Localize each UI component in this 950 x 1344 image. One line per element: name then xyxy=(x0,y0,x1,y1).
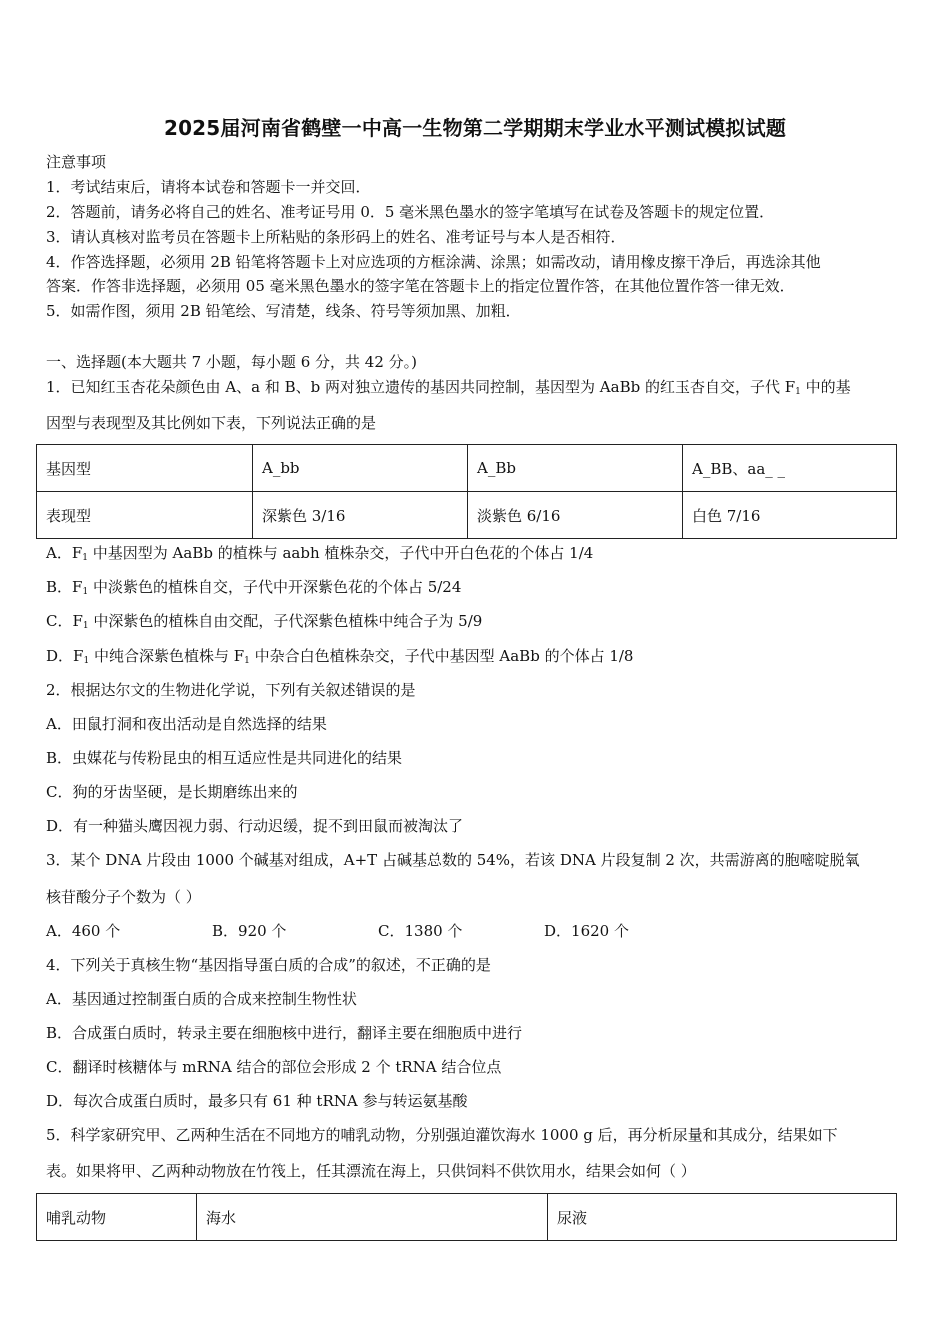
option-subscript: 1 xyxy=(244,656,250,666)
q3-option-c[interactable]: C．1380 个 xyxy=(378,922,463,940)
option-text: 中基因型为 AaBb 的植株与 aabh 植株杂交，子代中开白色花的个体占 1/4 xyxy=(87,544,594,562)
table-cell: A_BB、aa_ _ xyxy=(683,445,897,492)
table-row xyxy=(37,445,897,492)
question-5-stem-line2: 表。如果将甲、乙两种动物放在竹筏上，任其漂流在海上，只供饲料不供饮用水，结果会如何（ ） xyxy=(46,1162,696,1180)
table-row xyxy=(37,1194,897,1241)
q2-option-d[interactable]: D．有一种猫头鹰因视力弱、行动迟缓，捉不到田鼠而被淘汰了 xyxy=(46,817,464,835)
q5-table xyxy=(36,1193,897,1241)
section-heading: 一、选择题(本大题共 7 小题，每小题 6 分，共 42 分。) xyxy=(46,353,417,371)
question-1-stem-line2: 因型与表现型及其比例如下表，下列说法正确的是 xyxy=(46,414,377,432)
q1-text-a: 1．已知红玉杏花朵颜色由 A、a 和 B、b 两对独立遗传的基因共同控制，基因型为 AaBb 的红玉杏自交，子代 F xyxy=(46,378,796,396)
table-cell: A_bb xyxy=(253,445,468,492)
question-5-stem: 5．科学家研究甲、乙两种生活在不同地方的哺乳动物，分别强迫灌饮海水 1000 g 后，再分析尿量和其成分，结果如下 xyxy=(46,1126,838,1144)
option-label: B．F xyxy=(46,578,83,596)
option-text: 中深紫色的植株自由交配，子代深紫色植株中纯合子为 5/9 xyxy=(88,612,483,630)
q1-option-b[interactable] xyxy=(46,577,461,597)
option-subscript: 1 xyxy=(82,553,88,563)
q3-option-a[interactable]: A．460 个 xyxy=(46,922,121,940)
notice-item: 5．如需作图，须用 2B 铅笔绘、写清楚，线条、符号等须加黑、加粗． xyxy=(46,302,521,320)
notice-item: 答案．作答非选择题，必须用 05 毫米黑色墨水的签字笔在答题卡上的指定位置作答，在其他位置作答一律无效． xyxy=(46,277,795,295)
option-subscript: 1 xyxy=(82,587,89,597)
question-4-stem: 4．下列关于真核生物“基因指导蛋白质的合成”的叙述，不正确的是 xyxy=(46,956,491,974)
table-cell: 深紫色 3/16 xyxy=(253,492,468,539)
notice-heading: 注意事项 xyxy=(46,153,107,171)
page-title: 2025届河南省鹤壁一中高一生物第二学期期末学业水平测试模拟试题 xyxy=(163,116,787,140)
table-cell: 尿液 xyxy=(548,1194,897,1241)
q3-option-d[interactable]: D．1620 个 xyxy=(544,922,629,940)
option-subscript: 1 xyxy=(82,621,89,631)
question-2-stem: 2．根据达尔文的生物进化学说，下列有关叙述错误的是 xyxy=(46,681,416,699)
q1-option-c[interactable] xyxy=(46,611,482,631)
table-cell: 淡紫色 6/16 xyxy=(468,492,683,539)
table-cell: 海水 xyxy=(197,1194,548,1241)
question-1-stem xyxy=(46,377,851,397)
notice-item: 4．作答选择题，必须用 2B 铅笔将答题卡上对应选项的方框涂满、涂黑；如需改动，请用橡皮擦干净后，再选涂其他 xyxy=(46,253,821,271)
option-label: A．F xyxy=(46,544,83,562)
q1-subscript: 1 xyxy=(795,387,801,397)
q2-option-b[interactable]: B．虫媒花与传粉昆虫的相互适应性是共同进化的结果 xyxy=(46,749,403,767)
question-3-stem-line2: 核苷酸分子个数为（ ） xyxy=(46,888,201,906)
table-cell: 哺乳动物 xyxy=(37,1194,197,1241)
q4-option-a[interactable]: A．基因通过控制蛋白质的合成来控制生物性状 xyxy=(46,990,357,1008)
table-row xyxy=(37,492,897,539)
option-text: 中杂合白色植株杂交，子代中基因型 AaBb 的个体占 1/8 xyxy=(249,647,634,665)
q1-table xyxy=(36,444,897,539)
option-subscript: 1 xyxy=(83,656,90,666)
notice-item: 2．答题前，请务必将自己的姓名、准考证号用 0．5 毫米黑色墨水的签字笔填写在试卷及答题卡的规定位置． xyxy=(46,203,775,221)
option-label: C．F xyxy=(46,612,83,630)
q2-option-c[interactable]: C．狗的牙齿坚硬，是长期磨练出来的 xyxy=(46,783,298,801)
q4-option-c[interactable]: C．翻译时核糖体与 mRNA 结合的部位会形成 2 个 tRNA 结合位点 xyxy=(46,1058,502,1076)
notice-item: 1．考试结束后，请将本试卷和答题卡一并交回． xyxy=(46,178,371,196)
table-cell: A_Bb xyxy=(468,445,683,492)
table-cell: 基因型 xyxy=(37,445,253,492)
question-3-stem: 3．某个 DNA 片段由 1000 个碱基对组成，A+T 占碱基总数的 54%，若该 DNA 片段复制 2 次，共需游离的胞嘧啶脱氧 xyxy=(46,851,860,869)
q1-option-a[interactable] xyxy=(46,543,593,563)
q1-text-b: 中的基 xyxy=(800,378,851,396)
q3-option-b[interactable]: B．920 个 xyxy=(212,922,287,940)
option-text: 中纯合深紫色植株与 F xyxy=(89,647,245,665)
q4-option-d[interactable]: D．每次合成蛋白质时，最多只有 61 种 tRNA 参与转运氨基酸 xyxy=(46,1092,468,1110)
table-cell: 表现型 xyxy=(37,492,253,539)
q2-option-a[interactable]: A．田鼠打洞和夜出活动是自然选择的结果 xyxy=(46,715,327,733)
option-label: D．F xyxy=(46,647,84,665)
notice-item: 3．请认真核对监考员在答题卡上所粘贴的条形码上的姓名、准考证号与本人是否相符． xyxy=(46,228,626,246)
q1-option-d[interactable] xyxy=(46,646,633,666)
option-text: 中淡紫色的植株自交，子代中开深紫色花的个体占 5/24 xyxy=(88,578,462,596)
table-cell: 白色 7/16 xyxy=(683,492,897,539)
q4-option-b[interactable]: B．合成蛋白质时，转录主要在细胞核中进行，翻译主要在细胞质中进行 xyxy=(46,1024,523,1042)
